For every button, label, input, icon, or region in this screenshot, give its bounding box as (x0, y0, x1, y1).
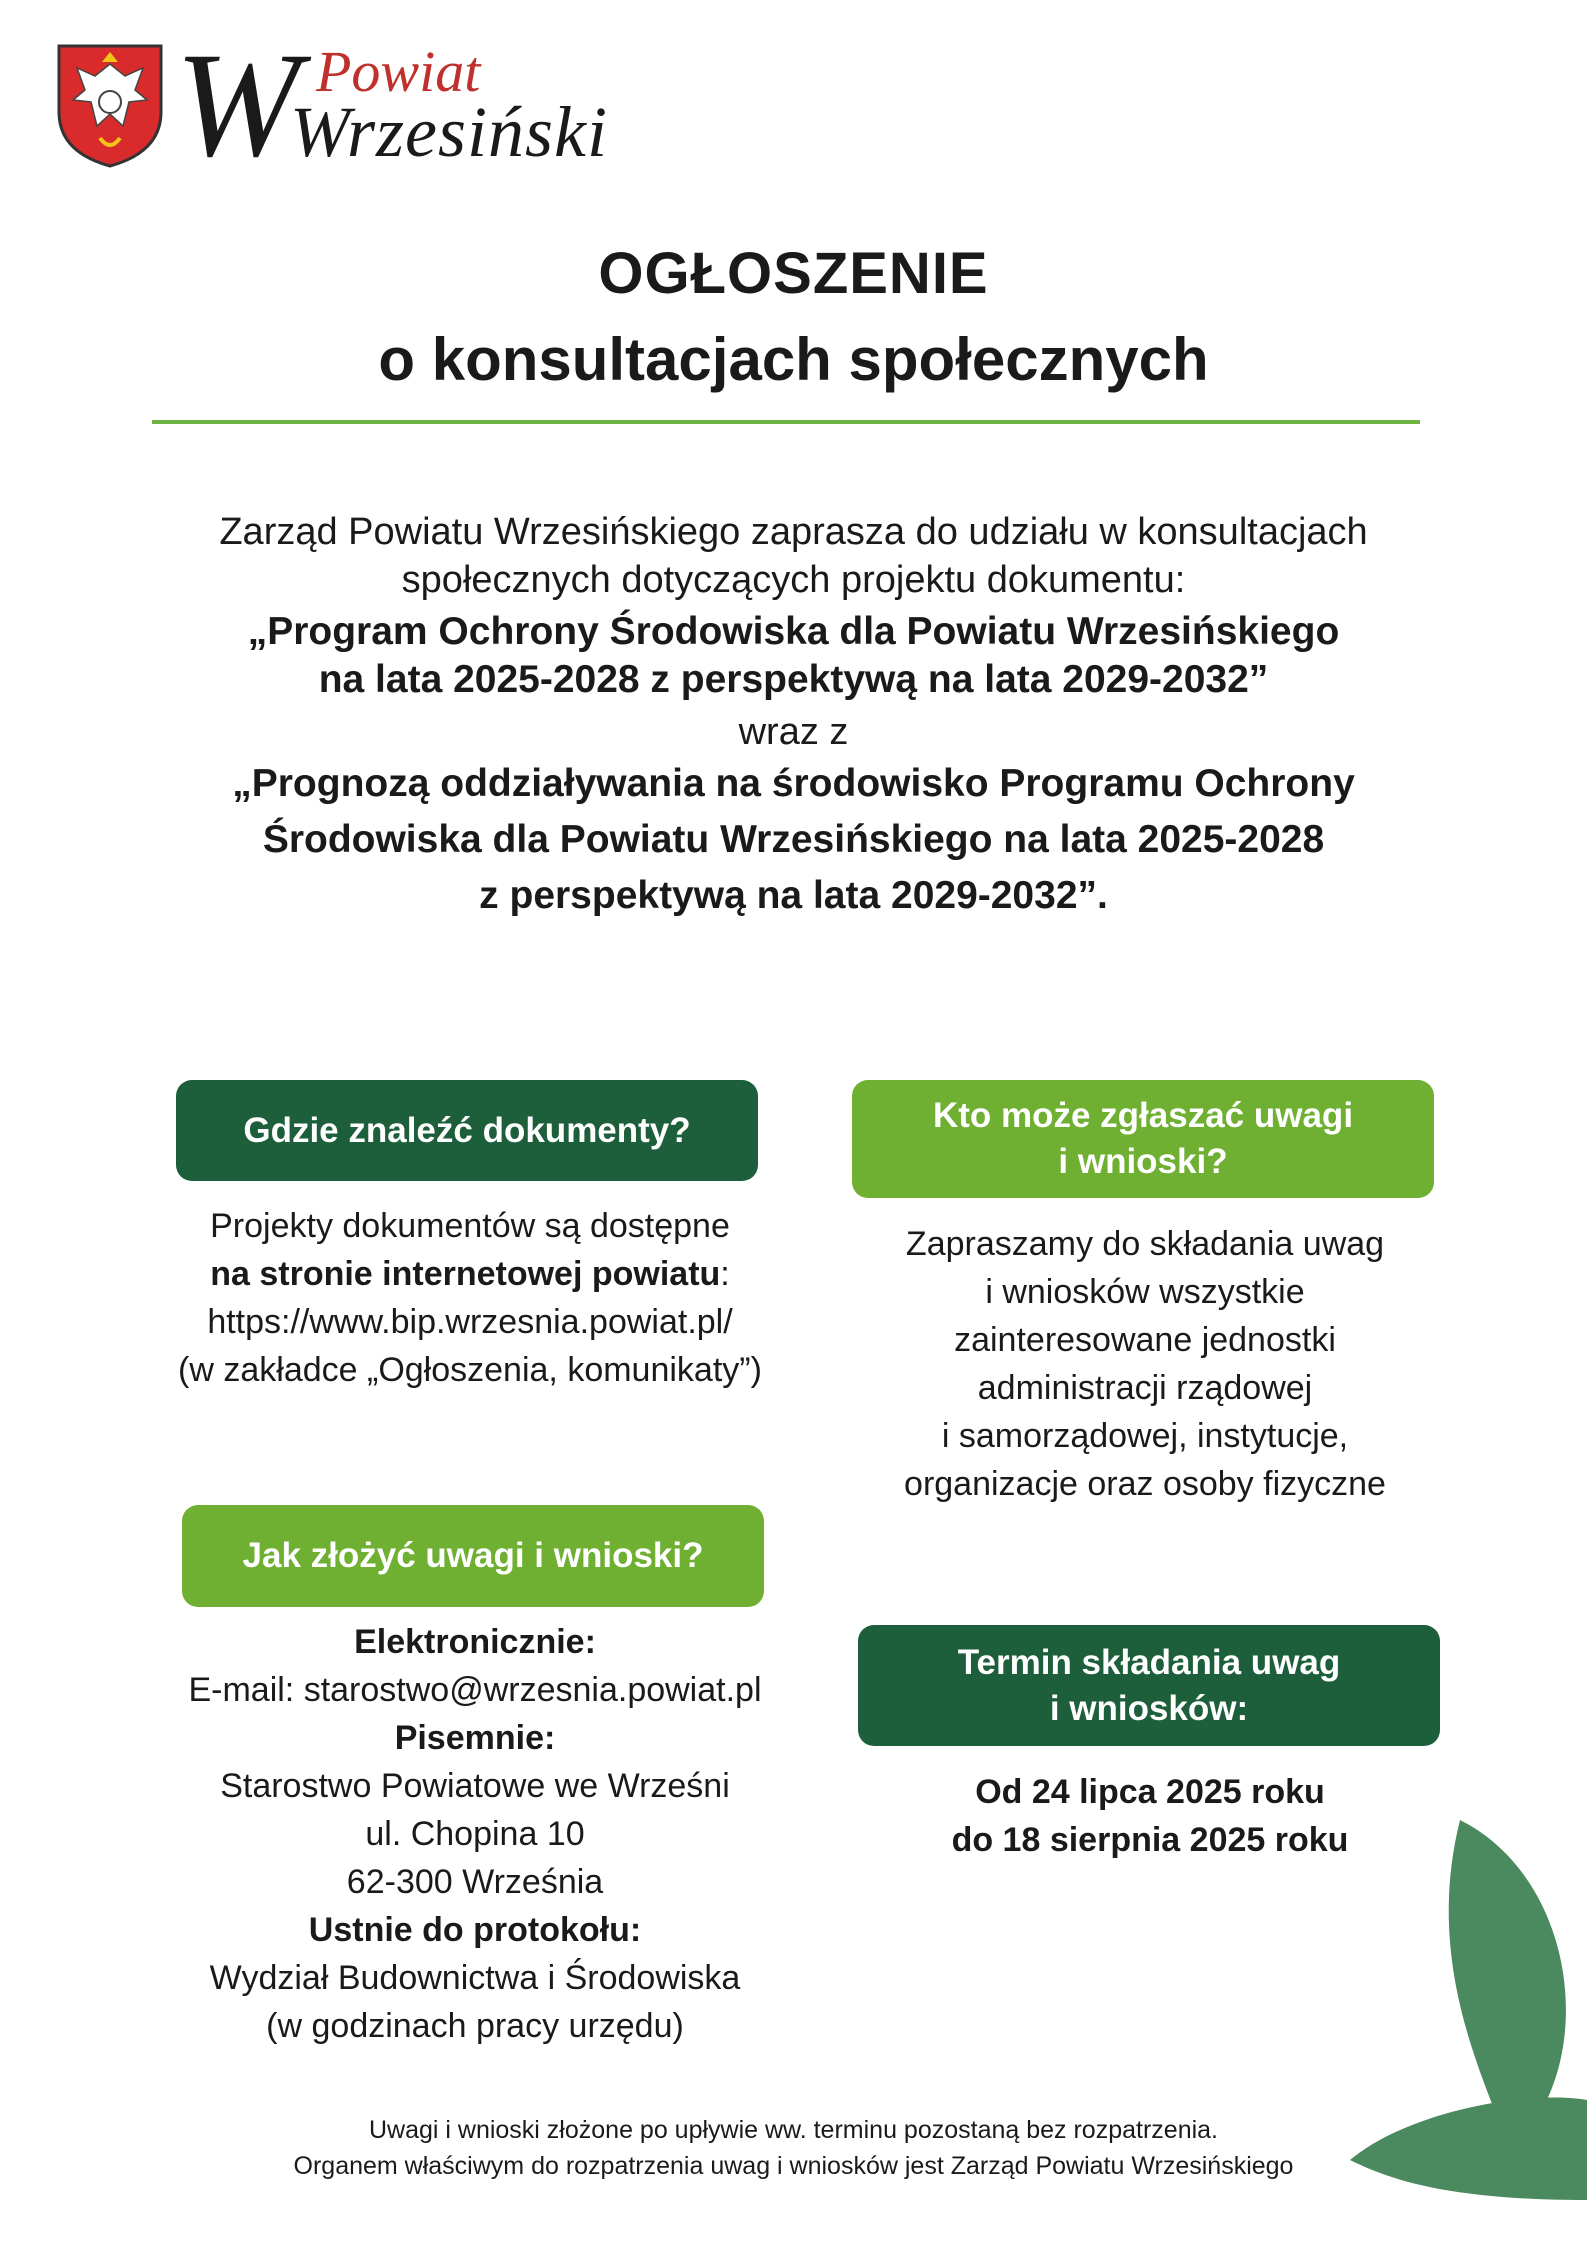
deadline-line: do 18 sierpnia 2025 roku (951, 1821, 1349, 1859)
document-title: Środowiska dla Powiatu Wrzesińskiego na lata 2025-2028 (262, 818, 1325, 861)
deadline-line: Od 24 lipca 2025 roku (975, 1773, 1325, 1811)
logo-powiat: Powiat (316, 39, 481, 104)
intro-joiner: wraz z (738, 711, 849, 753)
oral-line: (w godzinach pracy urzędu) (266, 2007, 684, 2045)
where-heading: Gdzie znaleźć dokumenty? (176, 1080, 758, 1181)
footer-line: Uwagi i wnioski złożone po upływie ww. terminu pozostaną bez rozpatrzenia. (368, 2116, 1219, 2144)
who-line: Zapraszamy do składania uwag (905, 1225, 1385, 1263)
page-title: OGŁOSZENIE (598, 241, 989, 306)
who-line: i wniosków wszystkie (985, 1273, 1305, 1311)
who-line: zainteresowane jednostki (954, 1321, 1336, 1359)
address-line: 62-300 Września (346, 1863, 604, 1901)
who-line: administracji rządowej (977, 1369, 1313, 1407)
where-line: (w zakładce „Ogłoszenia, komunikaty”) (178, 1351, 762, 1389)
title-divider (152, 420, 1420, 424)
logo-letter-w: W (175, 22, 300, 188)
coat-of-arms-icon (55, 42, 165, 170)
address-line: Starostwo Powiatowe we Wrześni (220, 1767, 730, 1805)
logo-wrzesinski: Wrzesiński (290, 92, 609, 172)
how-heading: Jak złożyć uwagi i wnioski? (182, 1505, 764, 1607)
where-section (150, 1202, 790, 1394)
where-url-link[interactable]: https://www.bip.wrzesnia.powiat.pl/ (207, 1303, 733, 1341)
footer-note (0, 2112, 1587, 2184)
email-link[interactable]: E-mail: starostwo@wrzesnia.powiat.pl (188, 1671, 762, 1709)
who-heading: Kto może zgłaszać uwagi i wnioski? (852, 1080, 1434, 1198)
oral-line: Wydział Budownictwa i Środowiska (209, 1959, 741, 1997)
who-line: organizacje oraz osoby fizyczne (904, 1465, 1386, 1503)
document-title: „Program Ochrony Środowiska dla Powiatu Wrzesińskiego (247, 610, 1340, 653)
footer-line: Organem właściwym do rozpatrzenia uwag i wniosków jest Zarząd Powiatu Wrzesińskiego (293, 2152, 1294, 2180)
document-title: na lata 2025-2028 z perspektywą na lata 2029-2032” (318, 658, 1269, 701)
how-label: Pisemnie: (394, 1719, 556, 1757)
where-line: na stronie internetowej powiatu: (210, 1255, 730, 1293)
where-line: Projekty dokumentów są dostępne (210, 1207, 730, 1245)
document-title: z perspektywą na lata 2029-2032”. (479, 874, 1108, 917)
how-label: Ustnie do protokołu: (308, 1911, 642, 1949)
address-line: ul. Chopina 10 (365, 1815, 585, 1853)
intro-line: Zarząd Powiatu Wrzesińskiego zaprasza do udziału w konsultacjach (219, 511, 1368, 553)
document-title: „Prognozą oddziaływania na środowisko Programu Ochrony (232, 762, 1355, 805)
intro-text (120, 508, 1467, 924)
intro-line: społecznych dotyczących projektu dokumentu: (401, 559, 1186, 601)
how-label: Elektronicznie: (354, 1623, 596, 1661)
deadline-heading: Termin składania uwag i wniosków: (858, 1625, 1440, 1746)
page-subtitle: o konsultacjach społecznych (378, 326, 1209, 393)
who-line: i samorządowej, instytucje, (941, 1417, 1349, 1455)
how-section (150, 1618, 800, 2050)
who-section (830, 1220, 1460, 1508)
